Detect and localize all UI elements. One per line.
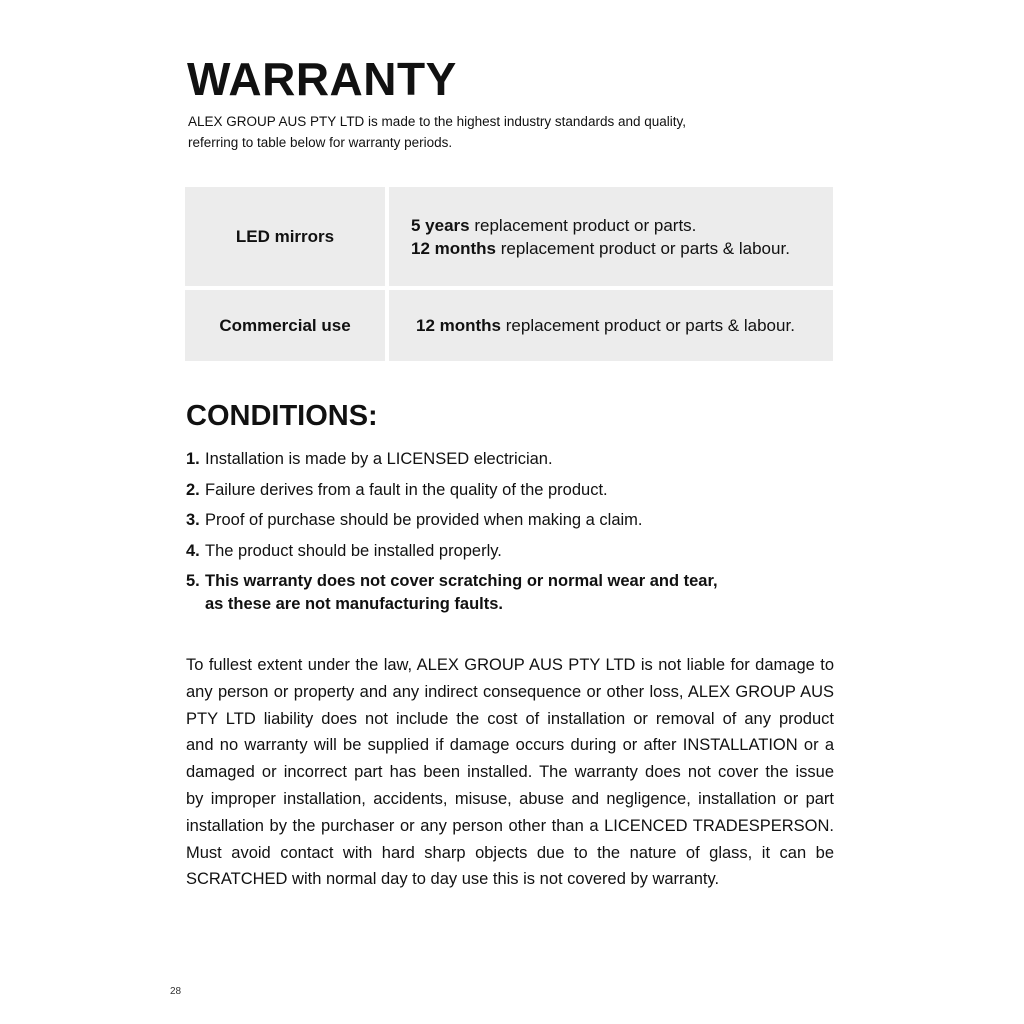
condition-text — [205, 570, 718, 616]
condition-line: This warranty does not cover scratching or normal wear and tear, — [205, 572, 718, 590]
disclaimer-line: by improper installation, accidents, misuse, abuse and negligence, installation or part — [186, 789, 834, 808]
conditions-title: CONDITIONS: — [186, 400, 378, 432]
condition-line: Proof of purchase should be provided when making a claim. — [205, 511, 643, 529]
warranty-term-period: 12 months — [411, 238, 497, 258]
condition-number: 1. — [186, 450, 200, 468]
warranty-row-commercial-use — [185, 290, 833, 361]
warranty-row-label: Commercial use — [185, 290, 385, 361]
disclaimer-line: PTY LTD liability does not include the cost of installation or removal of any product — [186, 709, 834, 728]
disclaimer-line: damaged or incorrect part has been installed. The warranty does not cover the issue — [186, 763, 834, 782]
conditions-list — [186, 448, 826, 624]
disclaimer-line: SCRATCHED with normal day to day use this is not covered by warranty. — [186, 870, 720, 889]
condition-item — [186, 479, 826, 502]
condition-number: 2. — [186, 480, 200, 499]
disclaimer-text — [186, 652, 834, 893]
condition-text — [205, 540, 502, 563]
warranty-term-text: replacement product or parts & labour. — [496, 238, 790, 258]
condition-number: 5. — [186, 572, 200, 590]
condition-item — [186, 448, 826, 471]
condition-text — [205, 509, 643, 532]
warranty-row-led-mirrors — [185, 187, 833, 286]
warranty-term-text: replacement product or parts & labour. — [501, 316, 795, 335]
intro-line: ALEX GROUP AUS PTY LTD is made to the highest industry standards and quality, — [188, 114, 686, 129]
disclaimer-line: any person or property and any indirect consequence or other loss, ALEX GROUP AUS — [186, 682, 834, 701]
warranty-term — [411, 237, 833, 260]
condition-item — [186, 509, 826, 532]
condition-item — [186, 540, 826, 563]
condition-number: 4. — [186, 541, 200, 560]
page-title: WARRANTY — [187, 53, 457, 105]
warranty-term — [411, 214, 833, 237]
disclaimer-line: Must avoid contact with hard sharp objects due to the nature of glass, it can be — [186, 843, 834, 862]
page-number: 28 — [170, 986, 182, 997]
warranty-row-terms — [389, 290, 833, 361]
warranty-table — [185, 187, 833, 365]
condition-line: Failure derives from a fault in the quality of the product. — [205, 480, 608, 499]
intro-text — [188, 111, 748, 153]
condition-line: as these are not manufacturing faults. — [205, 595, 503, 613]
warranty-term — [416, 314, 833, 337]
disclaimer-line: To fullest extent under the law, ALEX GROUP AUS PTY LTD is not liable for damage to — [186, 656, 834, 674]
warranty-term-text: replacement product or parts. — [469, 215, 697, 235]
disclaimer-line: installation by the purchaser or any person other than a LICENCED TRADESPERSON. — [186, 816, 834, 835]
condition-text — [205, 448, 553, 471]
warranty-row-label: LED mirrors — [185, 187, 385, 286]
warranty-term-period: 12 months — [416, 316, 502, 335]
intro-line: referring to table below for warranty periods. — [188, 135, 453, 150]
disclaimer-line: and no warranty will be supplied if damage occurs during or after INSTALLATION or a — [186, 736, 834, 755]
condition-text — [205, 479, 608, 502]
warranty-term-period: 5 years — [411, 215, 470, 235]
condition-number: 3. — [186, 511, 200, 529]
condition-line: The product should be installed properly. — [205, 541, 502, 560]
warranty-row-terms — [389, 187, 833, 286]
condition-item — [186, 570, 826, 616]
condition-line: Installation is made by a LICENSED electrician. — [205, 450, 553, 468]
